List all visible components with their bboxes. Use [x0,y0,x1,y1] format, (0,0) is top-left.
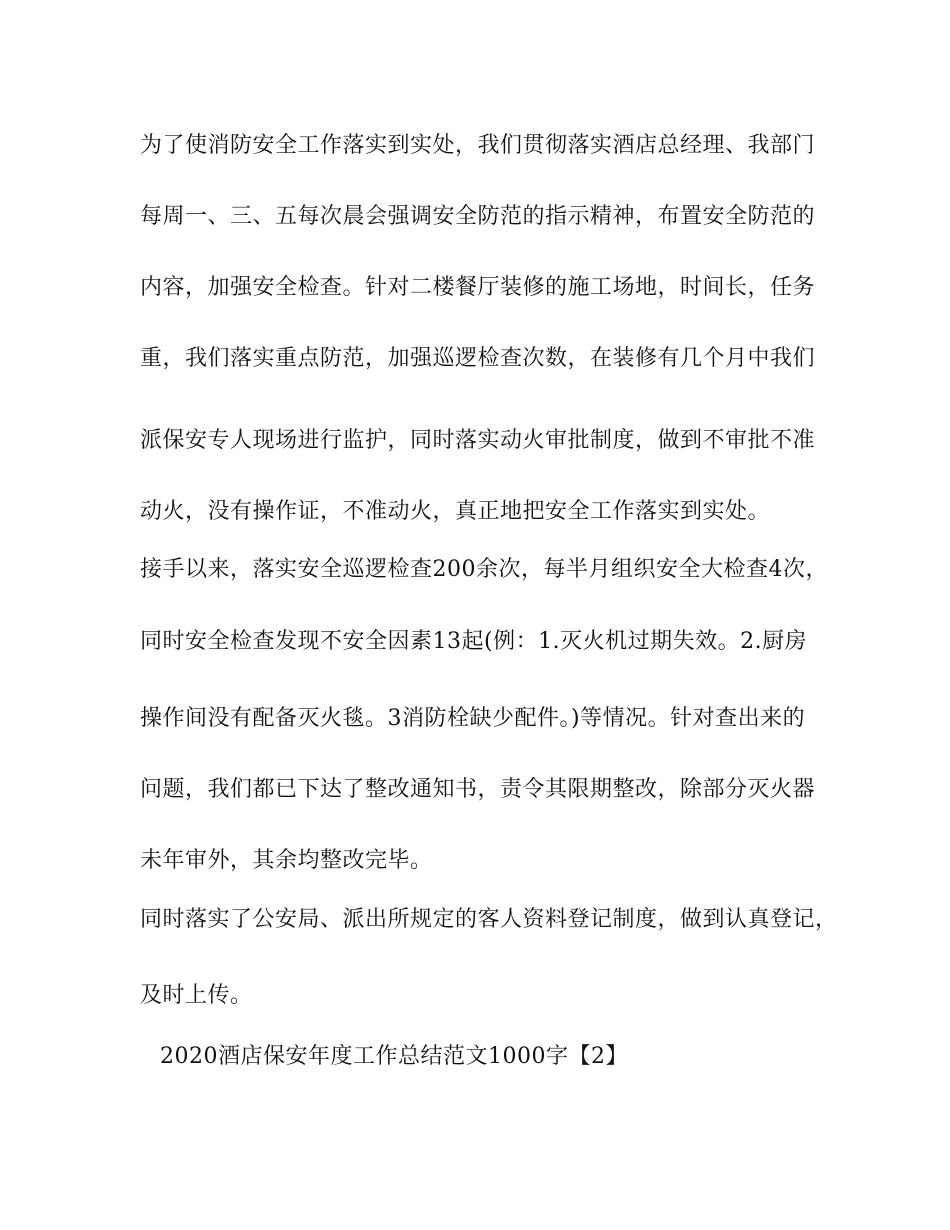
paragraph-line: 同时落实了公安局、派出所规定的客人资料登记制度，做到认真登记， [140,907,838,932]
paragraph-line: 操作间没有配备灭火毯。3消防栓缺少配件。)等情况。针对查出来的 [140,706,806,731]
paragraph-line: 动火，没有操作证，不准动火，真正地把安全工作落实到实处。 [140,499,771,524]
paragraph-line: 派保安专人现场进行监护，同时落实动火审批制度，做到不审批不准 [140,428,816,453]
paragraph-line: 问题，我们都已下达了整改通知书，责令其限期整改，除部分灭火器 [140,777,816,802]
paragraph-line: 为了使消防安全工作落实到实处，我们贯彻落实酒店总经理、我部门 [140,133,816,158]
paragraph-line: 同时安全检查发现不安全因素13起(例：1.灭火机过期失效。2.厨房 [140,629,808,654]
paragraph-line: 及时上传。 [140,983,253,1008]
paragraph-line: 接手以来，落实安全巡逻检查200余次，每半月组织安全大检查4次， [140,557,828,582]
paragraph-line: 未年审外，其余均整改完毕。 [140,848,433,873]
paragraph-line: 每周一、三、五每次晨会强调安全防范的指示精神，布置安全防范的 [140,204,816,229]
section-heading: 2020酒店保安年度工作总结范文1000字【2】 [160,1044,628,1069]
paragraph-line: 重，我们落实重点防范，加强巡逻检查次数，在装修有几个月中我们 [140,346,816,371]
paragraph-line: 内容，加强安全检查。针对二楼餐厅装修的施工场地，时间长，任务 [140,275,816,300]
